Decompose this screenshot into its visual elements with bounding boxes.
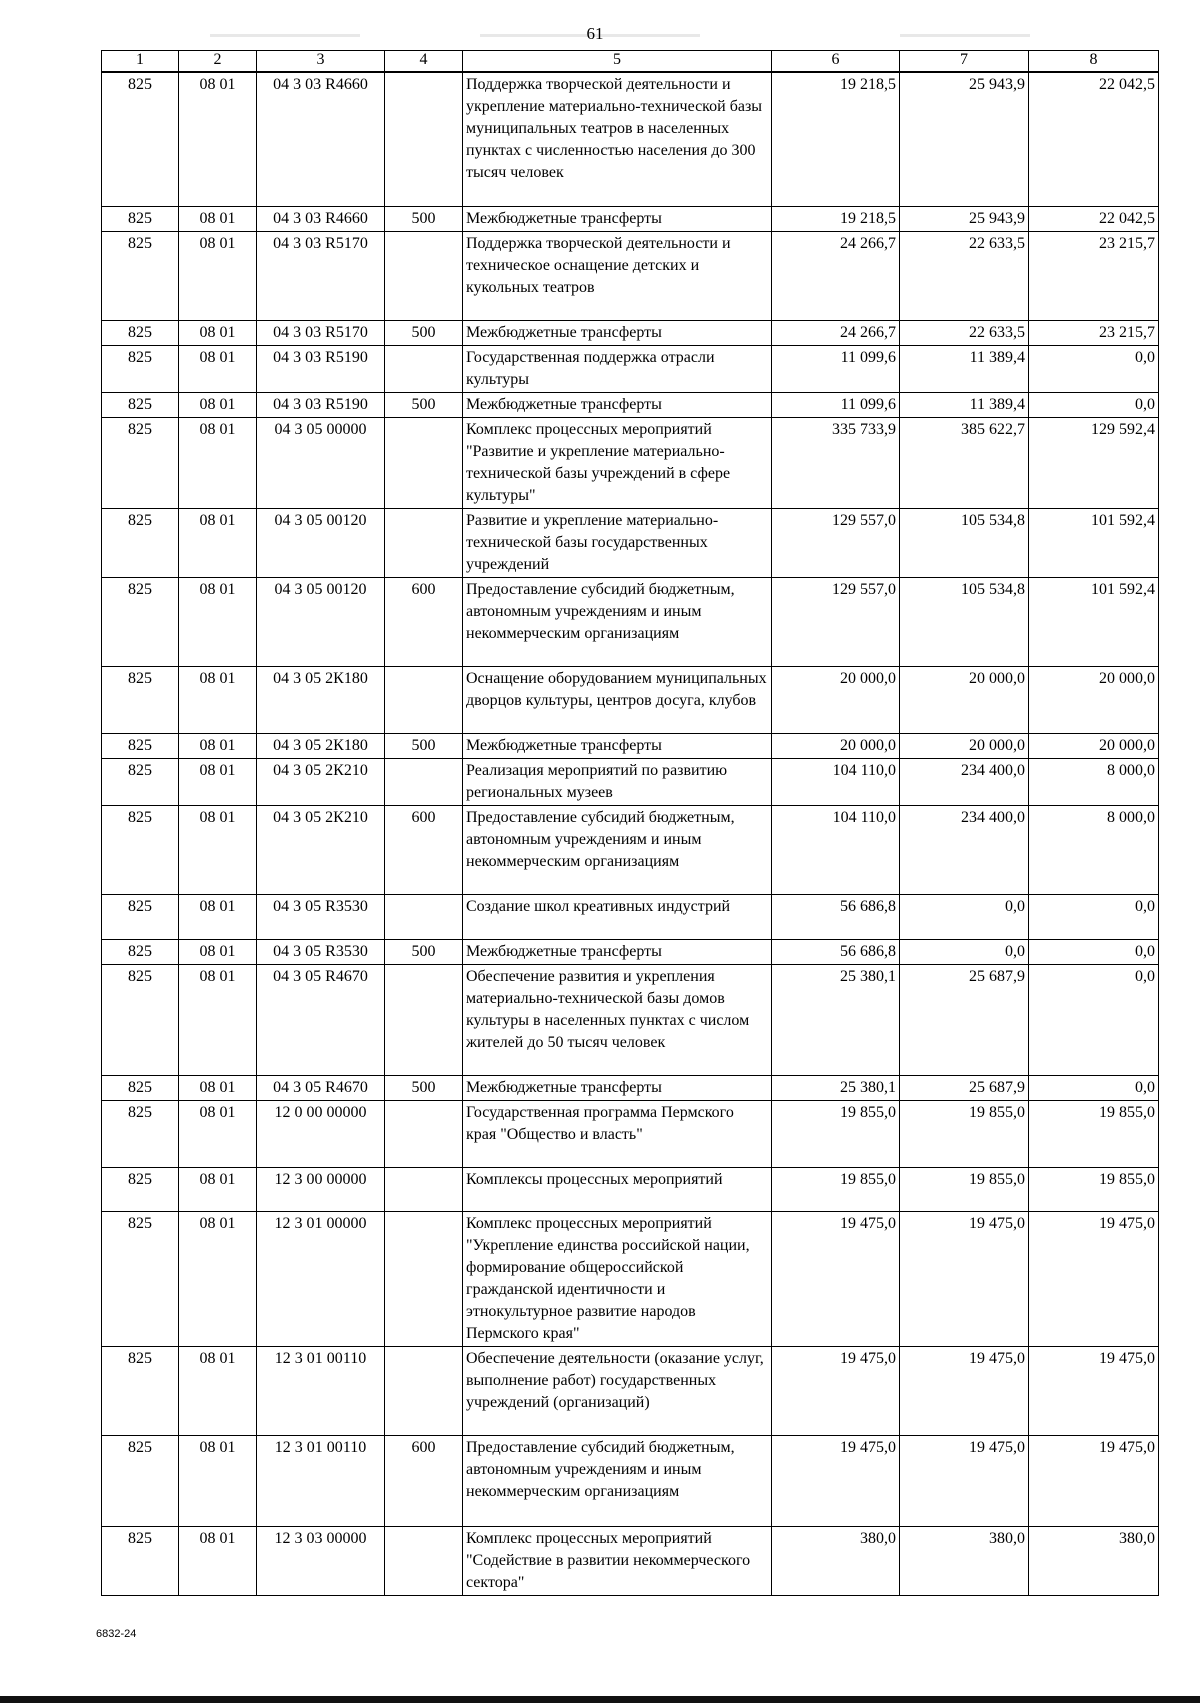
- scan-artifact: [210, 34, 360, 37]
- cell-amount-year2: 25 943,9: [900, 206, 1029, 231]
- cell-expense-type: [385, 1526, 463, 1595]
- cell-section-code: 08 01: [179, 1346, 257, 1435]
- cell-expense-type: [385, 417, 463, 508]
- cell-amount-year1: 11 099,6: [772, 392, 900, 417]
- cell-amount-year1: 20 000,0: [772, 733, 900, 758]
- cell-amount-year2: 19 855,0: [900, 1167, 1029, 1211]
- cell-target-article: 12 3 01 00110: [257, 1346, 385, 1435]
- cell-admin-code: 825: [102, 392, 179, 417]
- cell-amount-year2: 20 000,0: [900, 666, 1029, 733]
- cell-description: Межбюджетные трансферты: [463, 206, 772, 231]
- cell-expense-type: [385, 1100, 463, 1167]
- cell-amount-year3: 0,0: [1029, 392, 1159, 417]
- cell-amount-year3: 22 042,5: [1029, 206, 1159, 231]
- cell-admin-code: 825: [102, 206, 179, 231]
- cell-target-article: 12 0 00 00000: [257, 1100, 385, 1167]
- cell-section-code: 08 01: [179, 758, 257, 805]
- cell-description: Предоставление субсидий бюджетным, автономным учреждениям и иным некоммерческим организациям: [463, 805, 772, 894]
- cell-admin-code: 825: [102, 1526, 179, 1595]
- table-row: [102, 577, 1159, 666]
- cell-description: Предоставление субсидий бюджетным, автономным учреждениям и иным некоммерческим организациям: [463, 577, 772, 666]
- cell-target-article: 04 3 05 00120: [257, 508, 385, 577]
- cell-admin-code: 825: [102, 577, 179, 666]
- column-header: 6: [772, 51, 900, 73]
- cell-description: Комплекс процессных мероприятий "Содействие в развитии некоммерческого сектора": [463, 1526, 772, 1595]
- cell-amount-year3: 0,0: [1029, 345, 1159, 392]
- cell-section-code: 08 01: [179, 417, 257, 508]
- cell-target-article: 12 3 00 00000: [257, 1167, 385, 1211]
- table-row: [102, 320, 1159, 345]
- cell-target-article: 04 3 05 2К210: [257, 805, 385, 894]
- cell-target-article: 04 3 05 2К210: [257, 758, 385, 805]
- cell-admin-code: 825: [102, 1100, 179, 1167]
- cell-expense-type: [385, 231, 463, 320]
- cell-target-article: 04 3 05 R4670: [257, 1075, 385, 1100]
- cell-expense-type: [385, 894, 463, 939]
- cell-target-article: 04 3 05 R3530: [257, 939, 385, 964]
- cell-amount-year2: 0,0: [900, 894, 1029, 939]
- table-header-row: [102, 51, 1159, 73]
- cell-section-code: 08 01: [179, 1526, 257, 1595]
- cell-amount-year1: 19 475,0: [772, 1211, 900, 1346]
- cell-amount-year3: 23 215,7: [1029, 320, 1159, 345]
- cell-amount-year2: 25 943,9: [900, 72, 1029, 206]
- cell-amount-year1: 19 475,0: [772, 1346, 900, 1435]
- table-row: [102, 964, 1159, 1075]
- cell-expense-type: 500: [385, 206, 463, 231]
- cell-amount-year3: 19 475,0: [1029, 1211, 1159, 1346]
- cell-description: Межбюджетные трансферты: [463, 320, 772, 345]
- cell-section-code: 08 01: [179, 1075, 257, 1100]
- cell-section-code: 08 01: [179, 392, 257, 417]
- cell-amount-year3: 0,0: [1029, 964, 1159, 1075]
- cell-admin-code: 825: [102, 72, 179, 206]
- cell-amount-year3: 0,0: [1029, 939, 1159, 964]
- column-header: 3: [257, 51, 385, 73]
- cell-expense-type: [385, 1346, 463, 1435]
- cell-description: Межбюджетные трансферты: [463, 733, 772, 758]
- scan-bottom-edge: [0, 1696, 1200, 1703]
- cell-target-article: 04 3 03 R5170: [257, 231, 385, 320]
- cell-amount-year1: 19 475,0: [772, 1435, 900, 1526]
- cell-amount-year2: 0,0: [900, 939, 1029, 964]
- table-row: [102, 1100, 1159, 1167]
- cell-amount-year2: 22 633,5: [900, 231, 1029, 320]
- table-row: [102, 1167, 1159, 1211]
- cell-description: Комплекс процессных мероприятий "Развитие и укрепление материально-технической базы учреждений в сфере культуры": [463, 417, 772, 508]
- table-row: [102, 345, 1159, 392]
- cell-expense-type: 600: [385, 805, 463, 894]
- cell-admin-code: 825: [102, 1167, 179, 1211]
- column-header: 4: [385, 51, 463, 73]
- cell-expense-type: 500: [385, 733, 463, 758]
- cell-amount-year3: 101 592,4: [1029, 577, 1159, 666]
- cell-amount-year2: 105 534,8: [900, 508, 1029, 577]
- cell-amount-year3: 101 592,4: [1029, 508, 1159, 577]
- cell-admin-code: 825: [102, 1075, 179, 1100]
- cell-amount-year1: 19 218,5: [772, 206, 900, 231]
- cell-section-code: 08 01: [179, 733, 257, 758]
- cell-amount-year1: 25 380,1: [772, 1075, 900, 1100]
- table-row: [102, 72, 1159, 206]
- document-code: 6832-24: [96, 1628, 137, 1640]
- cell-expense-type: 500: [385, 939, 463, 964]
- cell-admin-code: 825: [102, 508, 179, 577]
- cell-admin-code: 825: [102, 758, 179, 805]
- cell-amount-year2: 19 475,0: [900, 1211, 1029, 1346]
- cell-amount-year2: 19 475,0: [900, 1435, 1029, 1526]
- cell-amount-year2: 380,0: [900, 1526, 1029, 1595]
- cell-section-code: 08 01: [179, 1167, 257, 1211]
- cell-admin-code: 825: [102, 1346, 179, 1435]
- cell-amount-year2: 19 475,0: [900, 1346, 1029, 1435]
- cell-target-article: 04 3 03 R5190: [257, 392, 385, 417]
- cell-amount-year2: 234 400,0: [900, 805, 1029, 894]
- table-row: [102, 758, 1159, 805]
- cell-amount-year3: 8 000,0: [1029, 758, 1159, 805]
- cell-amount-year3: 8 000,0: [1029, 805, 1159, 894]
- cell-target-article: 04 3 03 R5170: [257, 320, 385, 345]
- cell-description: Создание школ креативных индустрий: [463, 894, 772, 939]
- cell-description: Оснащение оборудованием муниципальных дворцов культуры, центров досуга, клубов: [463, 666, 772, 733]
- cell-amount-year3: 19 855,0: [1029, 1167, 1159, 1211]
- table-row: [102, 939, 1159, 964]
- cell-section-code: 08 01: [179, 939, 257, 964]
- cell-section-code: 08 01: [179, 1100, 257, 1167]
- cell-amount-year2: 22 633,5: [900, 320, 1029, 345]
- cell-expense-type: [385, 72, 463, 206]
- cell-target-article: 04 3 03 R5190: [257, 345, 385, 392]
- cell-amount-year2: 11 389,4: [900, 345, 1029, 392]
- cell-expense-type: 500: [385, 392, 463, 417]
- table-row: [102, 1435, 1159, 1526]
- cell-target-article: 04 3 05 2К180: [257, 666, 385, 733]
- cell-expense-type: [385, 666, 463, 733]
- table-row: [102, 1346, 1159, 1435]
- cell-amount-year3: 380,0: [1029, 1526, 1159, 1595]
- page-number: 61: [586, 24, 604, 43]
- cell-admin-code: 825: [102, 805, 179, 894]
- cell-amount-year2: 25 687,9: [900, 1075, 1029, 1100]
- cell-amount-year2: 19 855,0: [900, 1100, 1029, 1167]
- table-row: [102, 392, 1159, 417]
- cell-section-code: 08 01: [179, 894, 257, 939]
- column-header: 8: [1029, 51, 1159, 73]
- cell-expense-type: 500: [385, 1075, 463, 1100]
- cell-target-article: 04 3 03 R4660: [257, 72, 385, 206]
- cell-amount-year1: 129 557,0: [772, 577, 900, 666]
- column-header: 2: [179, 51, 257, 73]
- cell-target-article: 12 3 03 00000: [257, 1526, 385, 1595]
- cell-amount-year2: 25 687,9: [900, 964, 1029, 1075]
- cell-amount-year1: 19 855,0: [772, 1100, 900, 1167]
- cell-amount-year2: 234 400,0: [900, 758, 1029, 805]
- cell-section-code: 08 01: [179, 508, 257, 577]
- cell-amount-year3: 23 215,7: [1029, 231, 1159, 320]
- table-row: [102, 508, 1159, 577]
- cell-amount-year2: 105 534,8: [900, 577, 1029, 666]
- cell-description: Обеспечение деятельности (оказание услуг, выполнение работ) государственных учреждений (организаций): [463, 1346, 772, 1435]
- cell-target-article: 04 3 03 R4660: [257, 206, 385, 231]
- cell-amount-year1: 24 266,7: [772, 320, 900, 345]
- scan-artifact: [900, 34, 1030, 37]
- cell-target-article: 12 3 01 00110: [257, 1435, 385, 1526]
- cell-amount-year3: 19 475,0: [1029, 1435, 1159, 1526]
- cell-section-code: 08 01: [179, 666, 257, 733]
- cell-description: Комплекс процессных мероприятий "Укрепление единства российской нации, формирование общероссийской гражданской идентичности и этнокультурное развитие народов Пермского края": [463, 1211, 772, 1346]
- cell-amount-year1: 380,0: [772, 1526, 900, 1595]
- cell-description: Обеспечение развития и укрепления материально-технической базы домов культуры в населенных пунктах с числом жителей до 50 тысяч человек: [463, 964, 772, 1075]
- cell-expense-type: [385, 508, 463, 577]
- cell-admin-code: 825: [102, 939, 179, 964]
- cell-description: Развитие и укрепление материально-технической базы государственных учреждений: [463, 508, 772, 577]
- cell-description: Поддержка творческой деятельности и укрепление материально-технической базы муниципальных театров в населенных пунктах с численностью населения до 300 тысяч человек: [463, 72, 772, 206]
- table-row: [102, 1075, 1159, 1100]
- cell-amount-year1: 11 099,6: [772, 345, 900, 392]
- cell-admin-code: 825: [102, 1211, 179, 1346]
- cell-target-article: 04 3 05 2К180: [257, 733, 385, 758]
- cell-amount-year3: 19 475,0: [1029, 1346, 1159, 1435]
- cell-admin-code: 825: [102, 345, 179, 392]
- cell-expense-type: [385, 1167, 463, 1211]
- cell-section-code: 08 01: [179, 206, 257, 231]
- cell-amount-year3: 19 855,0: [1029, 1100, 1159, 1167]
- cell-admin-code: 825: [102, 320, 179, 345]
- cell-description: Межбюджетные трансферты: [463, 392, 772, 417]
- table-row: [102, 894, 1159, 939]
- cell-amount-year1: 335 733,9: [772, 417, 900, 508]
- cell-amount-year3: 20 000,0: [1029, 733, 1159, 758]
- cell-section-code: 08 01: [179, 805, 257, 894]
- column-header: 5: [463, 51, 772, 73]
- cell-target-article: 04 3 05 00120: [257, 577, 385, 666]
- cell-target-article: 04 3 05 00000: [257, 417, 385, 508]
- cell-amount-year1: 19 855,0: [772, 1167, 900, 1211]
- cell-description: Межбюджетные трансферты: [463, 939, 772, 964]
- cell-expense-type: [385, 345, 463, 392]
- table-row: [102, 666, 1159, 733]
- table-body: [102, 72, 1159, 1595]
- cell-expense-type: 600: [385, 577, 463, 666]
- cell-amount-year3: 0,0: [1029, 1075, 1159, 1100]
- cell-description: Межбюджетные трансферты: [463, 1075, 772, 1100]
- table-row: [102, 206, 1159, 231]
- cell-amount-year1: 104 110,0: [772, 805, 900, 894]
- cell-description: Государственная поддержка отрасли культуры: [463, 345, 772, 392]
- cell-amount-year1: 19 218,5: [772, 72, 900, 206]
- cell-amount-year3: 0,0: [1029, 894, 1159, 939]
- cell-amount-year1: 129 557,0: [772, 508, 900, 577]
- column-header: 1: [102, 51, 179, 73]
- cell-amount-year1: 25 380,1: [772, 964, 900, 1075]
- cell-target-article: 04 3 05 R3530: [257, 894, 385, 939]
- budget-table: [101, 50, 1159, 1596]
- cell-admin-code: 825: [102, 666, 179, 733]
- cell-expense-type: 500: [385, 320, 463, 345]
- cell-section-code: 08 01: [179, 1435, 257, 1526]
- cell-section-code: 08 01: [179, 231, 257, 320]
- cell-amount-year2: 20 000,0: [900, 733, 1029, 758]
- cell-target-article: 04 3 05 R4670: [257, 964, 385, 1075]
- column-header: 7: [900, 51, 1029, 73]
- table-row: [102, 231, 1159, 320]
- cell-amount-year1: 20 000,0: [772, 666, 900, 733]
- table-row: [102, 1526, 1159, 1595]
- cell-description: Предоставление субсидий бюджетным, автономным учреждениям и иным некоммерческим организациям: [463, 1435, 772, 1526]
- table-row: [102, 417, 1159, 508]
- cell-section-code: 08 01: [179, 964, 257, 1075]
- cell-admin-code: 825: [102, 964, 179, 1075]
- cell-section-code: 08 01: [179, 345, 257, 392]
- cell-amount-year1: 104 110,0: [772, 758, 900, 805]
- cell-amount-year3: 22 042,5: [1029, 72, 1159, 206]
- cell-section-code: 08 01: [179, 72, 257, 206]
- cell-admin-code: 825: [102, 417, 179, 508]
- cell-expense-type: [385, 758, 463, 805]
- cell-admin-code: 825: [102, 894, 179, 939]
- cell-expense-type: [385, 964, 463, 1075]
- table-row: [102, 1211, 1159, 1346]
- cell-description: Государственная программа Пермского края "Общество и власть": [463, 1100, 772, 1167]
- cell-amount-year3: 20 000,0: [1029, 666, 1159, 733]
- cell-admin-code: 825: [102, 1435, 179, 1526]
- cell-expense-type: 600: [385, 1435, 463, 1526]
- cell-target-article: 12 3 01 00000: [257, 1211, 385, 1346]
- cell-description: Поддержка творческой деятельности и техническое оснащение детских и кукольных театров: [463, 231, 772, 320]
- cell-amount-year2: 385 622,7: [900, 417, 1029, 508]
- cell-description: Комплексы процессных мероприятий: [463, 1167, 772, 1211]
- cell-amount-year1: 56 686,8: [772, 894, 900, 939]
- cell-section-code: 08 01: [179, 577, 257, 666]
- cell-amount-year2: 11 389,4: [900, 392, 1029, 417]
- cell-admin-code: 825: [102, 733, 179, 758]
- cell-expense-type: [385, 1211, 463, 1346]
- table-row: [102, 805, 1159, 894]
- cell-section-code: 08 01: [179, 320, 257, 345]
- cell-description: Реализация мероприятий по развитию региональных музеев: [463, 758, 772, 805]
- cell-amount-year3: 129 592,4: [1029, 417, 1159, 508]
- cell-amount-year1: 24 266,7: [772, 231, 900, 320]
- cell-admin-code: 825: [102, 231, 179, 320]
- cell-amount-year1: 56 686,8: [772, 939, 900, 964]
- cell-section-code: 08 01: [179, 1211, 257, 1346]
- table-row: [102, 733, 1159, 758]
